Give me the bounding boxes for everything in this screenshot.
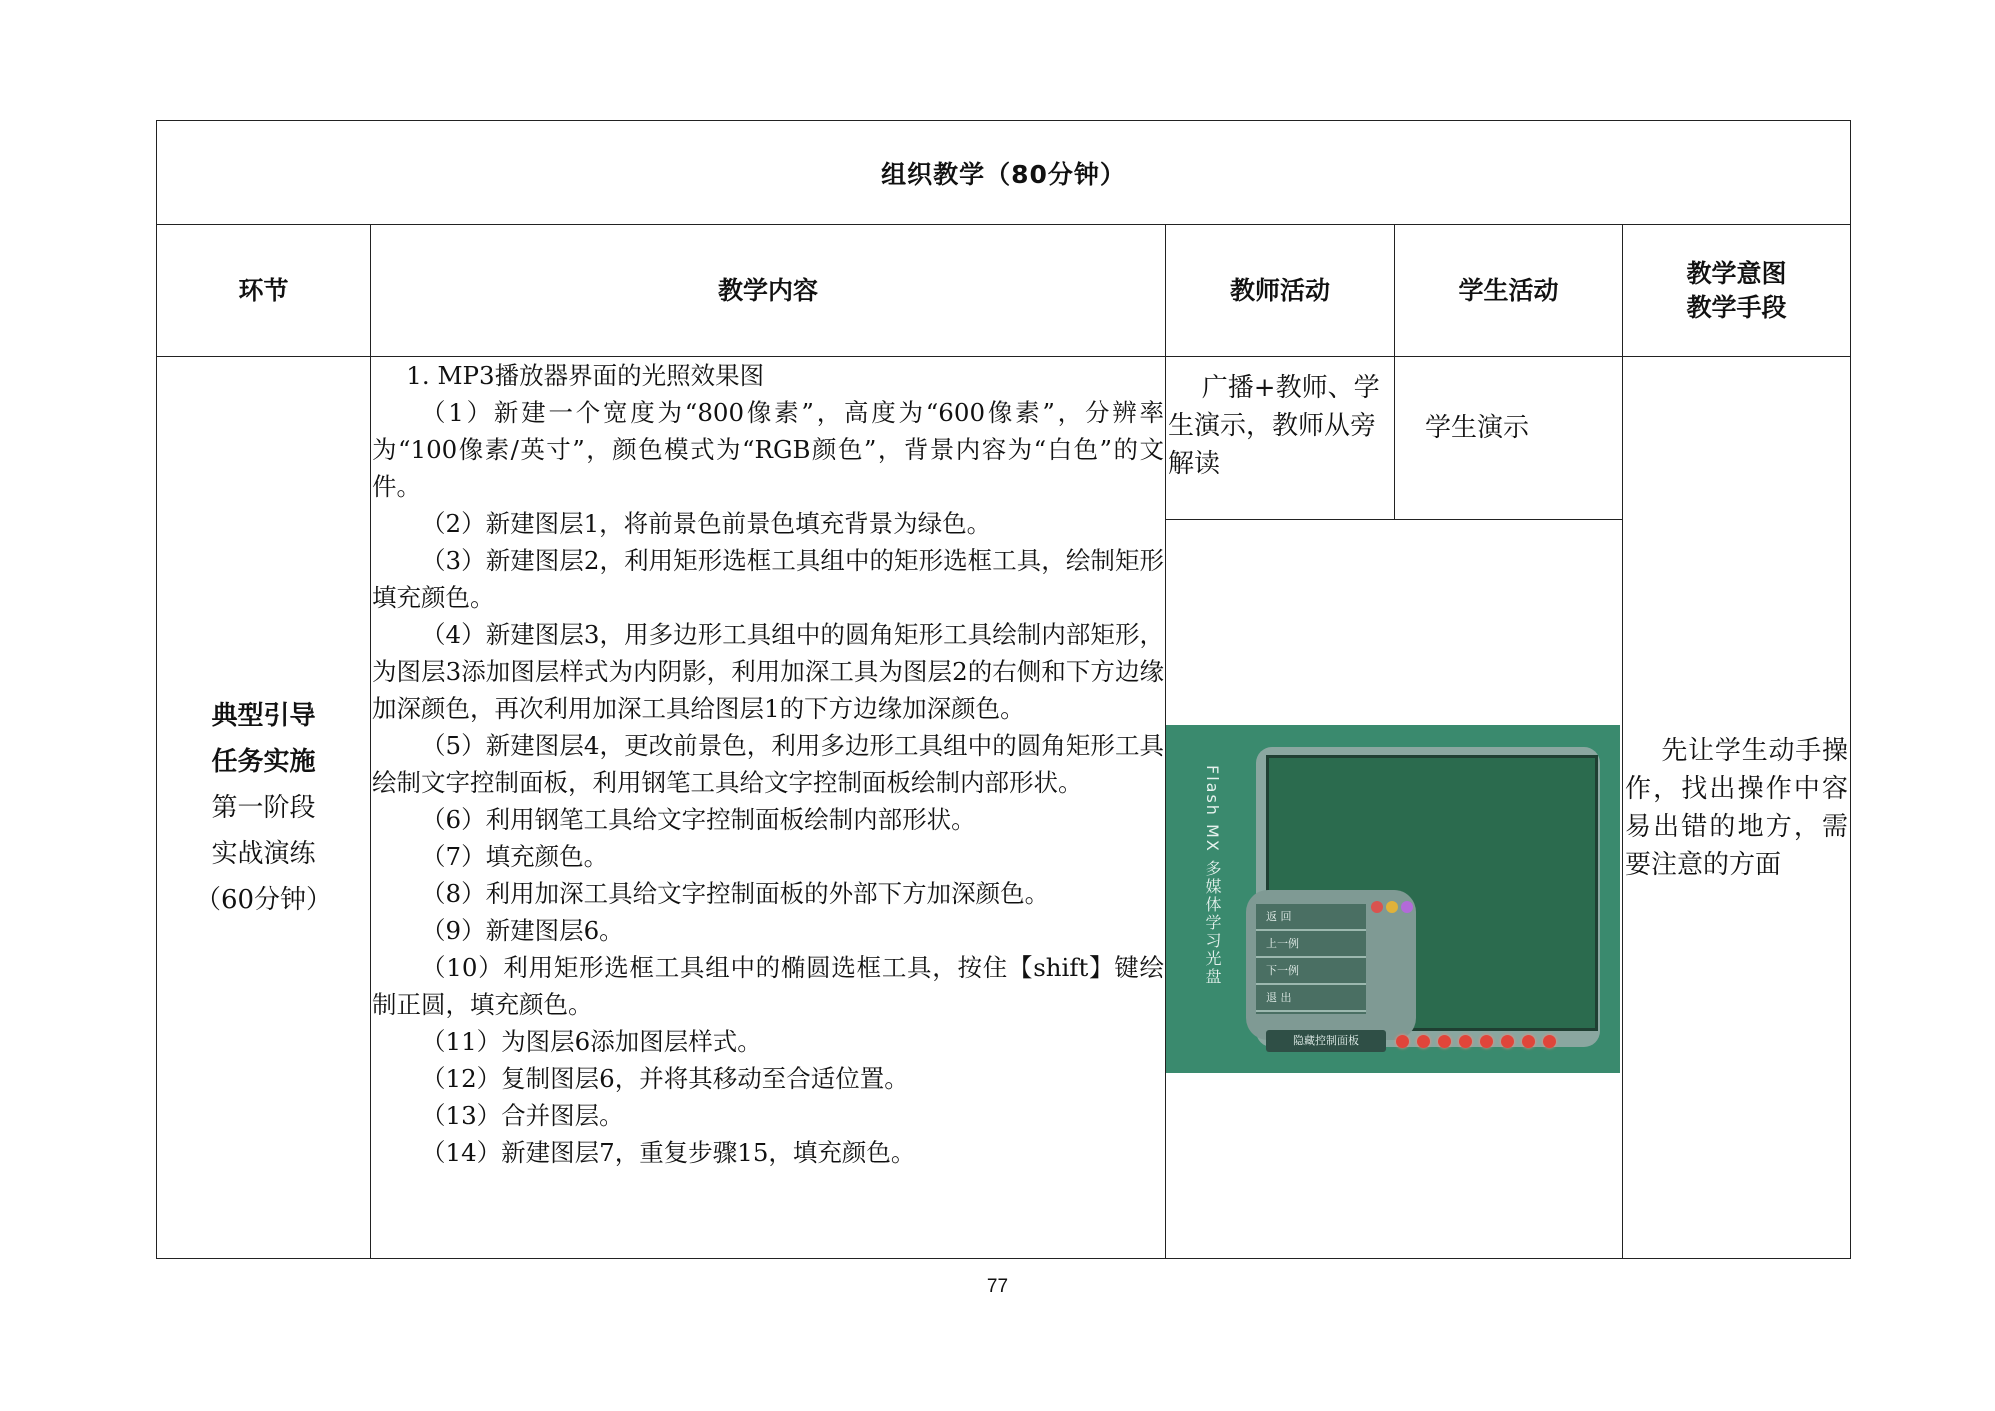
content-step: （5）新建图层4，更改前景色，利用多边形工具组中的圆角矩形工具绘制文字控制面板，利用钢笔工具给文字控制面板绘制内部形状。 bbox=[372, 731, 1164, 797]
dot-icon bbox=[1386, 901, 1398, 913]
intent-cell bbox=[1623, 357, 1851, 1259]
teacher-activity-cell: 广播+教师、学生演示，教师从旁解读 bbox=[1166, 357, 1395, 520]
stage-line-4: 实战演练 bbox=[211, 838, 316, 869]
header-intent-line1: 教学意图 bbox=[1686, 258, 1787, 288]
content-step: （6）利用钢笔工具给文字控制面板绘制内部形状。 bbox=[421, 805, 976, 834]
player-side-text: Flash MX 多媒体学习光盘 bbox=[1203, 765, 1222, 986]
header-content: 教学内容 bbox=[371, 225, 1166, 357]
led-icon bbox=[1417, 1035, 1430, 1048]
control-panel bbox=[1246, 890, 1416, 1040]
illustration-cell bbox=[1166, 520, 1623, 1259]
led-icon bbox=[1459, 1035, 1472, 1048]
led-icon bbox=[1522, 1035, 1535, 1048]
panel-dots bbox=[1371, 898, 1416, 917]
lesson-plan-table bbox=[156, 120, 1851, 1259]
menu-item: 下一例 bbox=[1256, 958, 1366, 985]
led-icon bbox=[1480, 1035, 1493, 1048]
content-step: （11）为图层6添加图层样式。 bbox=[421, 1027, 762, 1056]
content-step: （8）利用加深工具给文字控制面板的外部下方加深颜色。 bbox=[421, 879, 1050, 908]
header-intent-line2: 教学手段 bbox=[1686, 292, 1787, 322]
table-title: 组织教学（80分钟） bbox=[157, 121, 1851, 225]
content-step: （13）合并图层。 bbox=[421, 1101, 624, 1130]
content-step: 1. MP3播放器界面的光照效果图 bbox=[406, 361, 765, 390]
menu-item: 退 出 bbox=[1256, 985, 1366, 1012]
menu-item: 上一例 bbox=[1256, 931, 1366, 958]
content-step: （3）新建图层2，利用矩形选框工具组中的矩形选框工具，绘制矩形填充颜色。 bbox=[372, 546, 1164, 612]
stage-line-3: 第一阶段 bbox=[211, 792, 316, 823]
mp3-player-screenshot bbox=[1166, 725, 1620, 1073]
hide-panel-button: 隐藏控制面板 bbox=[1266, 1030, 1386, 1052]
content-step: （4）新建图层3，用多边形工具组中的圆角矩形工具绘制内部矩形，为图层3添加图层样式为内阴影，利用加深工具为图层2的右侧和下方边缘加深颜色，再次利用加深工具给图层1的下方边缘加深颜色。 bbox=[372, 620, 1164, 723]
page-number: 77 bbox=[986, 1276, 1009, 1297]
dot-icon bbox=[1371, 901, 1383, 913]
content-step: （2）新建图层1，将前景色前景色填充背景为绿色。 bbox=[421, 509, 992, 538]
dot-icon bbox=[1401, 901, 1413, 913]
content-step: （1）新建一个宽度为“800像素”，高度为“600像素”，分辨率为“100像素/英寸”，颜色模式为“RGB颜色”，背景内容为“白色”的文件。 bbox=[372, 398, 1164, 501]
stage-line-5: （60分钟） bbox=[194, 884, 333, 915]
led-row bbox=[1396, 1033, 1564, 1052]
led-icon bbox=[1438, 1035, 1451, 1048]
header-stage: 环节 bbox=[157, 225, 371, 357]
panel-menu bbox=[1256, 904, 1366, 1014]
content-step: （10）利用矩形选框工具组中的椭圆选框工具，按住【shift】键绘制正圆，填充颜色。 bbox=[372, 953, 1164, 1019]
student-activity-cell: 学生演示 bbox=[1395, 357, 1623, 520]
intent-text: 先让学生动手操作，找出操作中容易出错的地方，需要注意的方面 bbox=[1625, 735, 1849, 880]
led-icon bbox=[1543, 1035, 1556, 1048]
content-cell bbox=[371, 357, 1166, 1259]
header-teacher-activity: 教师活动 bbox=[1166, 225, 1395, 357]
content-step: （12）复制图层6，并将其移动至合适位置。 bbox=[421, 1064, 909, 1093]
led-icon bbox=[1501, 1035, 1514, 1048]
content-step: （7）填充颜色。 bbox=[421, 842, 609, 871]
stage-line-1: 典型引导 bbox=[211, 700, 316, 731]
menu-item: 返 回 bbox=[1256, 904, 1366, 931]
header-intent bbox=[1623, 225, 1851, 357]
header-student-activity: 学生活动 bbox=[1395, 225, 1623, 357]
content-step: （14）新建图层7，重复步骤15，填充颜色。 bbox=[421, 1138, 916, 1167]
stage-line-2: 任务实施 bbox=[211, 746, 316, 777]
stage-cell bbox=[157, 357, 371, 1259]
content-step: （9）新建图层6。 bbox=[421, 916, 624, 945]
led-icon bbox=[1396, 1035, 1409, 1048]
